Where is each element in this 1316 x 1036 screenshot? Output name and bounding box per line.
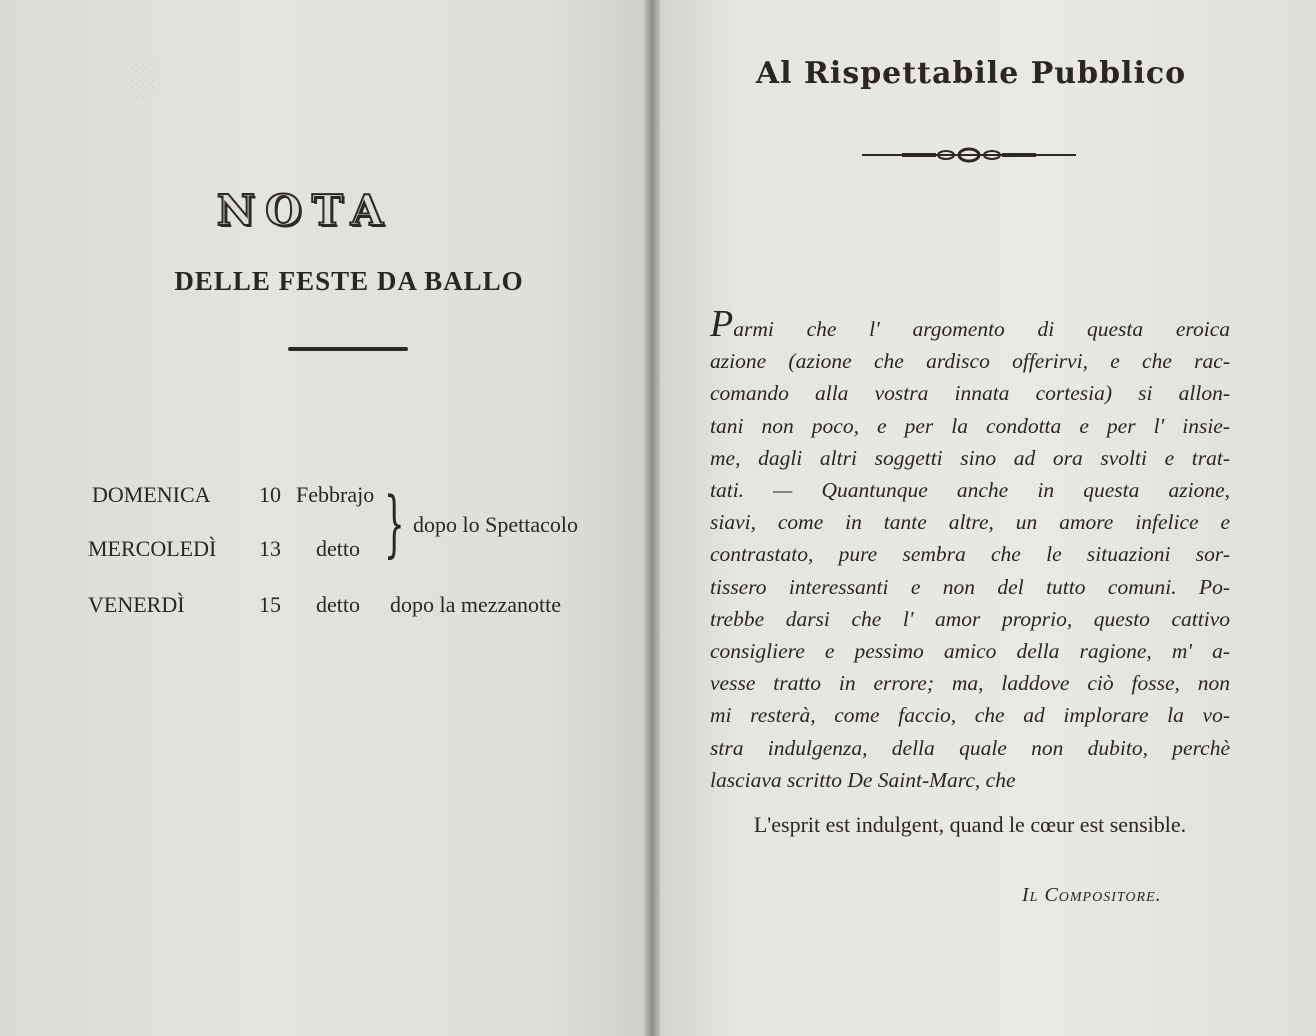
french-quote: L'esprit est indulgent, quand le cœur est sensible.	[753, 812, 1187, 837]
text-line: Parmi che l' argomento di questa eroica	[710, 303, 1230, 345]
schedule-month: detto	[316, 592, 360, 617]
text-line: tissero interessanti e non del tutto comuni. Po-	[710, 574, 1230, 599]
schedule-month: detto	[316, 536, 360, 561]
left-page	[0, 0, 650, 1036]
ornament-divider-icon	[862, 145, 1076, 165]
divider-rule	[288, 347, 408, 351]
curly-brace-icon: }	[384, 481, 405, 565]
text-line: me, dagli altri soggetti sino ad ora svolti e trat-	[710, 445, 1230, 470]
page-subtitle: DELLE FESTE DA BALLO	[174, 266, 524, 296]
schedule-date: 10	[259, 482, 281, 507]
schedule-day: MERCOLEDÌ	[88, 536, 217, 561]
page-heading: Al Rispettabile Pubblico	[755, 56, 1187, 91]
brace-note: dopo lo Spettacolo	[413, 512, 578, 537]
schedule-date: 15	[259, 592, 281, 617]
text-line: trebbe darsi che l' amor proprio, questo cattivo	[710, 606, 1230, 631]
text-line: tati. — Quantunque anche in questa azione,	[710, 478, 1230, 503]
text-line: tani non poco, e per la condotta e per l' insie-	[710, 413, 1230, 438]
text-line: comando alla vostra innata cortesia) si allon-	[710, 381, 1230, 406]
schedule-note: dopo la mezzanotte	[390, 592, 562, 617]
book-gutter	[644, 0, 660, 1036]
bleed-through-text: ░	[130, 60, 155, 97]
text-line: vesse tratto in errore; ma, laddove ciò fosse, non	[710, 671, 1230, 696]
text-line: lasciava scritto De Saint-Marc, che	[710, 767, 1016, 792]
signature: Il Compositore.	[1022, 884, 1162, 906]
schedule-month: Febbrajo	[296, 482, 375, 507]
text-line: siavi, come in tante altre, un amore infelice e	[710, 510, 1230, 535]
right-page	[656, 0, 1316, 1036]
text-line: contrastato, pure sembra che le situazioni sor-	[710, 542, 1230, 567]
schedule-date: 13	[259, 536, 281, 561]
text-line: stra indulgenza, della quale non dubito, perchè	[710, 735, 1230, 760]
text-line: mi resterà, come faccio, che ad implorare la vo-	[710, 703, 1230, 728]
page-title: NOTA	[216, 186, 394, 235]
schedule-day: VENERDÌ	[88, 592, 185, 617]
text-line: azione (azione che ardisco offerirvi, e che rac-	[710, 349, 1230, 374]
preface-body	[710, 303, 1230, 796]
schedule-day: DOMENICA	[92, 482, 211, 507]
text-line: consigliere e pessimo amico della ragione, m' a-	[710, 639, 1230, 664]
